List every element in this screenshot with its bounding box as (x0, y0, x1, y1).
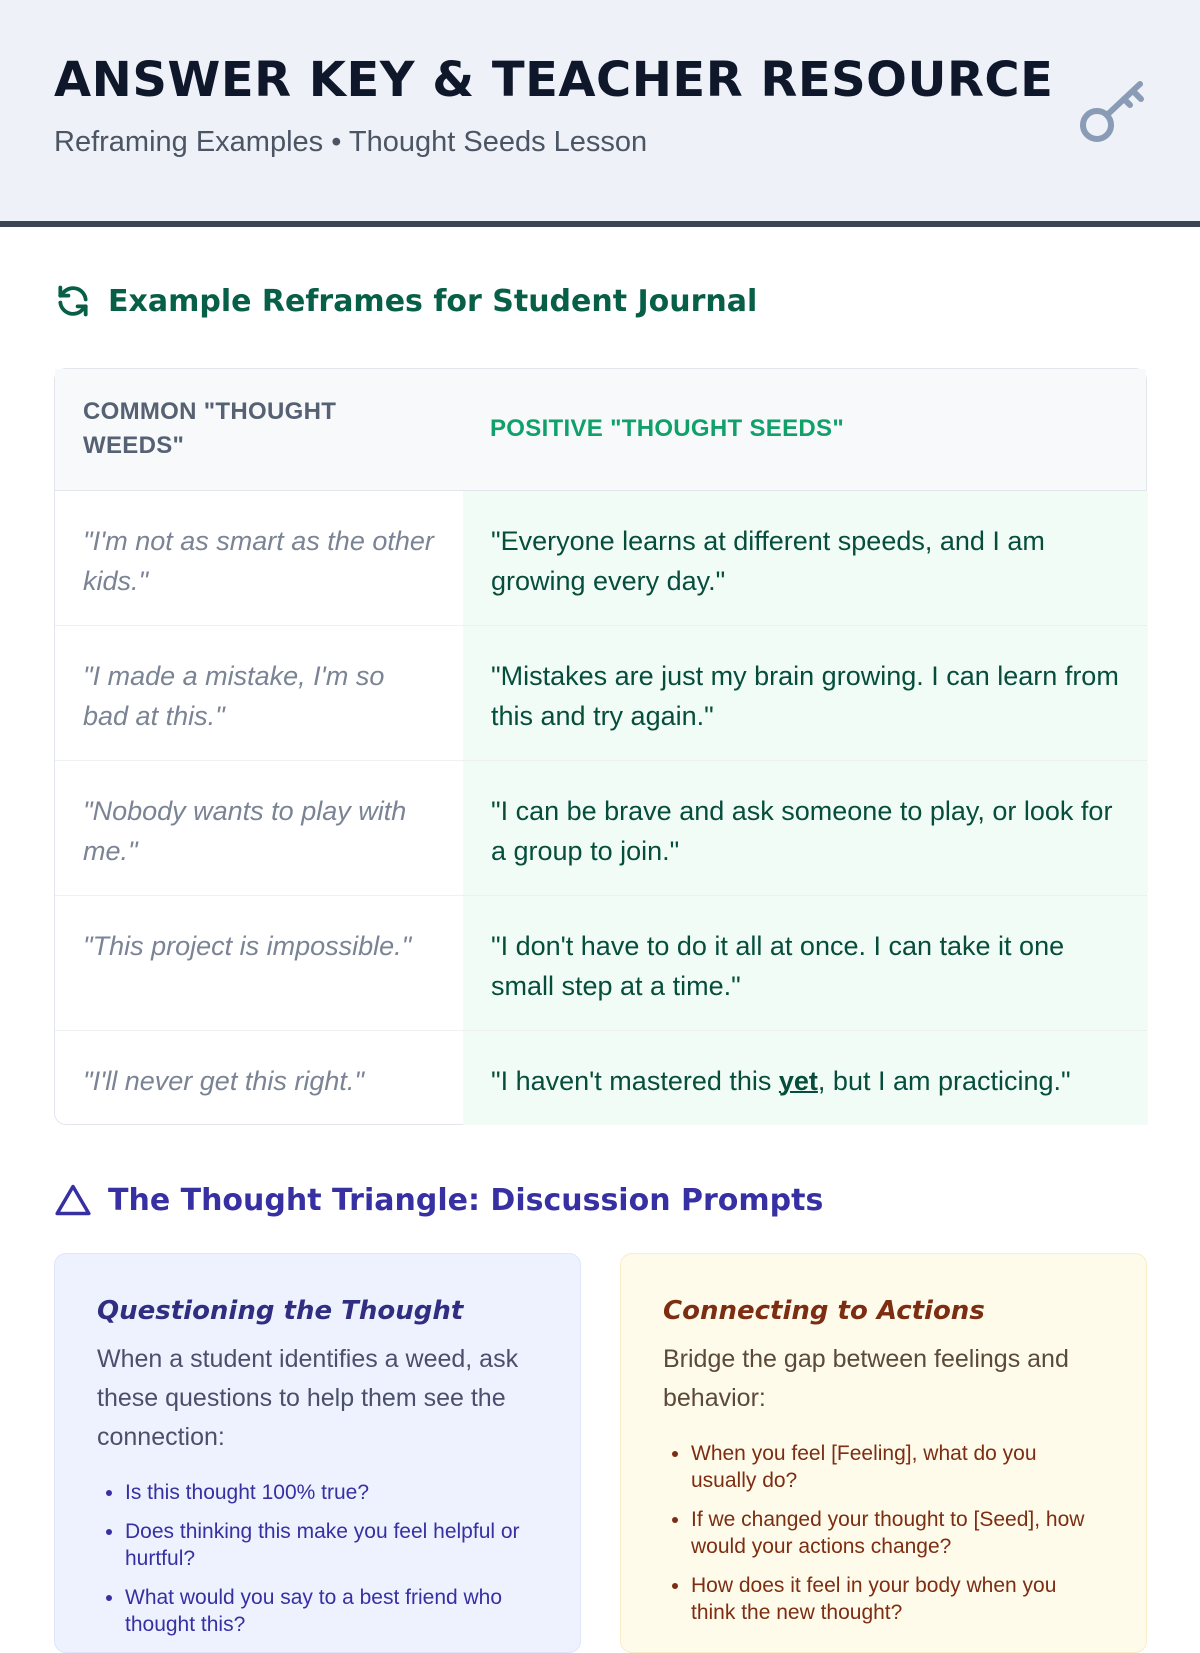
key-icon (1078, 74, 1148, 144)
thought-weed-cell: "I made a mistake, I'm so bad at this." (83, 661, 385, 731)
card-title: Questioning the Thought (97, 1296, 464, 1326)
page-title: ANSWER KEY & TEACHER RESOURCE (54, 52, 1054, 108)
thought-weed-cell: "This project is impossible." (83, 931, 412, 961)
card-text: Bridge the gap between feelings and behavior: (663, 1345, 1069, 1412)
thought-seed-cell (463, 1031, 1148, 1125)
actions-card (620, 1253, 1147, 1653)
discussion-section-title (54, 1181, 823, 1219)
discussion-section-label: The Thought Triangle: Discussion Prompts (108, 1182, 824, 1218)
card-text: When a student identifies a weed, ask these questions to help them see the connection: (97, 1345, 519, 1451)
table-row (55, 1031, 1146, 1125)
table-row (55, 896, 1146, 1031)
refresh-icon (54, 282, 92, 320)
card-title: Connecting to Actions (663, 1296, 985, 1326)
questioning-card (54, 1253, 581, 1653)
page-header (0, 0, 1200, 227)
thought-weed-cell: "I'll never get this right." (83, 1066, 364, 1096)
thought-weed-cell: "Nobody wants to play with me." (83, 796, 407, 866)
seed-text-after: , but I am practicing." (817, 1066, 1071, 1096)
reframes-section-title (54, 282, 757, 320)
list-item: • What would you say to a best friend who thought this? (125, 1584, 540, 1638)
page-subtitle: Reframing Examples • Thought Seeds Lesson (54, 126, 648, 158)
table-row (55, 761, 1146, 896)
column-header-seeds: POSITIVE "THOUGHT SEEDS" (490, 415, 845, 442)
column-header-weeds: COMMON "THOUGHT WEEDS" (83, 398, 337, 459)
thought-seed-cell: "Mistakes are just my brain growing. I can learn from this and try again." (463, 626, 1148, 760)
list-item: • Does thinking this make you feel helpful or hurtful? (125, 1518, 540, 1572)
triangle-icon (54, 1181, 92, 1219)
list-item: • How does it feel in your body when you think the new thought? (691, 1572, 1106, 1626)
reframes-table (54, 368, 1147, 1125)
table-header (55, 369, 1146, 491)
table-row (55, 491, 1146, 626)
emphasis-yet: yet (778, 1066, 818, 1096)
thought-seed-cell: "I can be brave and ask someone to play, or look for a group to join." (463, 761, 1148, 895)
list-item: • Is this thought 100% true? (125, 1479, 540, 1506)
thought-seed-cell: "Everyone learns at different speeds, and I am growing every day." (463, 491, 1148, 625)
thought-seed-cell: "I don't have to do it all at once. I can take it one small step at a time." (463, 896, 1148, 1030)
reframes-section-label: Example Reframes for Student Journal (108, 283, 758, 319)
list-item: • If we changed your thought to [Seed], how would your actions change? (691, 1506, 1106, 1560)
prompt-list (663, 1440, 1106, 1626)
table-row (55, 626, 1146, 761)
list-item: • When you feel [Feeling], what do you usually do? (691, 1440, 1106, 1494)
thought-weed-cell: "I'm not as smart as the other kids." (83, 526, 434, 596)
seed-text-before: "I haven't mastered this (491, 1066, 779, 1096)
prompt-list (97, 1479, 540, 1638)
